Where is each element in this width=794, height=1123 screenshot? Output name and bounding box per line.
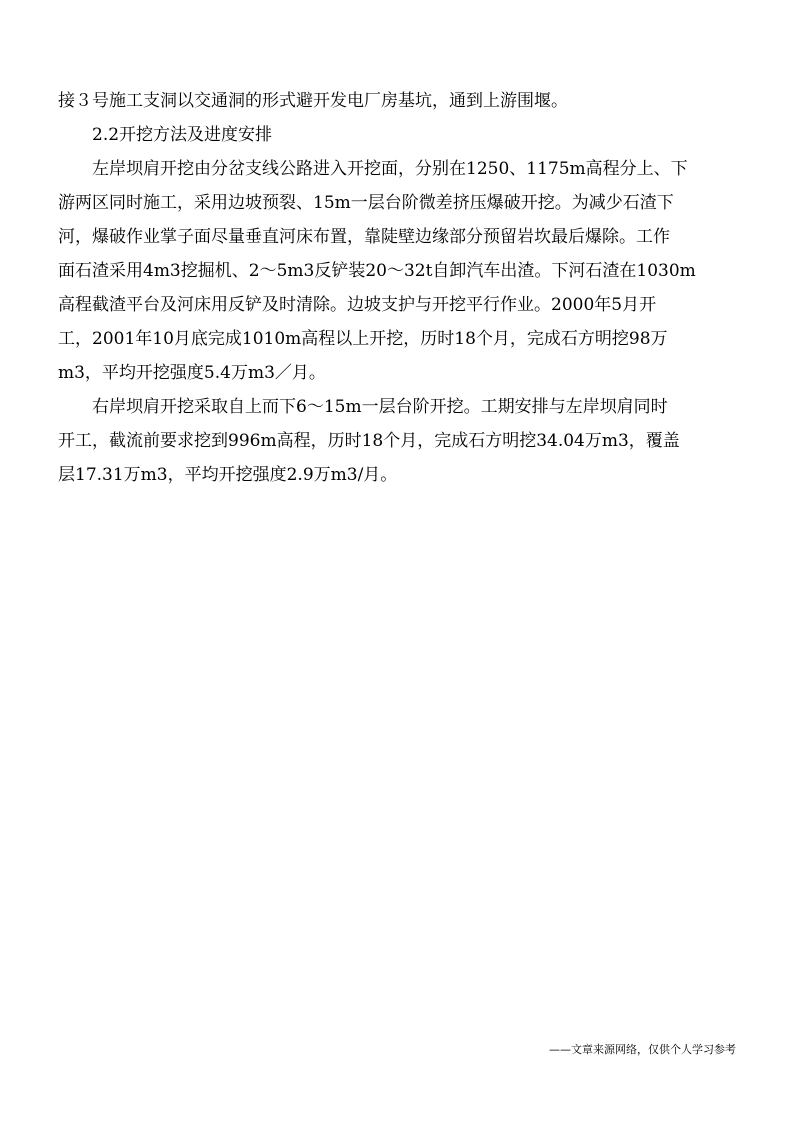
paragraph-line: 层17.31万m3，平均开挖强度2.9万m3/月。 [58,465,398,485]
paragraph-line: 高程截渣平台及河床用反铲及时清除。边坡支护与开挖平行作业。2000年5月开 [58,295,657,315]
paragraph-line: 面石渣采用4m3挖掘机、2～5m3反铲装20～32t自卸汽车出渣。下河石渣在1030m [58,261,696,281]
paragraph-line: 河，爆破作业掌子面尽量垂直河床布置，靠陡壁边缘部分预留岩坎最后爆除。工作 [58,227,670,247]
paragraph-line: 游两区同时施工，采用边坡预裂、15m一层台阶微差挤压爆破开挖。为减少石渣下 [58,193,674,213]
paragraph-line: 开工，截流前要求挖到996m高程，历时18个月，完成石方明挖34.04万m3，覆盖 [58,431,680,451]
paragraph-line: 工，2001年10月底完成1010m高程以上开挖，历时18个月，完成石方明挖98万 [58,329,668,349]
document-body [58,84,738,492]
paragraph-line: 接３号施工支洞以交通洞的形式避开发电厂房基坑，通到上游围堰。 [58,91,568,111]
paragraph-line: m3，平均开挖强度5.4万m3／月。 [58,363,326,383]
footer-note: ——文章来源网络，仅供个人学习参考 [549,1043,736,1056]
paragraph-line: 右岸坝肩开挖采取自上而下6～15m一层台阶开挖。工期安排与左岸坝肩同时 [92,397,668,417]
section-heading: 2.2开挖方法及进度安排 [92,125,273,145]
paragraph-line: 左岸坝肩开挖由分岔支线公路进入开挖面，分别在1250、1175m高程分上、下 [92,159,688,179]
